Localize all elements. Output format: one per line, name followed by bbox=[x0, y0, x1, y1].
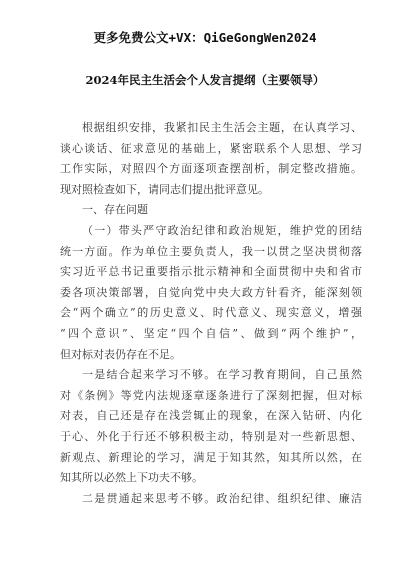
body-line: 知其所以必然上下功夫不够。 bbox=[60, 471, 203, 485]
body-line: 统一方面。作为单位主要负责人，我一以贯之坚决贯彻落 bbox=[60, 244, 362, 258]
body-line: 但对标对表仍存在不足。 bbox=[60, 347, 181, 361]
body-line: 对表，自己还是存在浅尝辄止的现象，在深入钻研、内化 bbox=[60, 409, 362, 423]
promo-header: 更多免费公文+VX：QiGeGongWen2024 bbox=[93, 30, 317, 45]
body-line: 于心、外化于行还不够积极主动，特别是对一些新思想、 bbox=[60, 429, 362, 443]
body-line: 根据组织安排，我紧扣民主生活会主题，在认真学习、 bbox=[82, 121, 362, 134]
document-title: 2024年民主生活会个人发言提纲（主要领导） bbox=[85, 73, 325, 87]
body-line: “四个意识”、坚定“四个自信”、做到“两个维护”， bbox=[60, 326, 362, 340]
body-line: 二是贯通起来思考不够。政治纪律、组织纪律、廉洁 bbox=[82, 491, 362, 505]
body-line: 一是结合起来学习不够。在学习教育期间，自己虽然 bbox=[82, 368, 362, 382]
body-line: 现对照检查如下，请同志们提出批评意见。 bbox=[60, 182, 269, 196]
body-line: 实习近平总书记重要指示批示精神和全面贯彻中央和省市 bbox=[60, 265, 362, 279]
document-body bbox=[60, 118, 362, 509]
body-line: 对《条例》等党内法规逐章逐条进行了深刻把握，但对标 bbox=[60, 388, 362, 402]
body-line: 会“两个确立”的历史意义、时代意义、现实意义，增强 bbox=[60, 306, 362, 320]
body-line: 新观点、新理论的学习，满足于知其然，知其所以然，在 bbox=[60, 450, 362, 464]
body-line: 委各项决策部署，自觉向党中央大政方针看齐，能深刻领 bbox=[60, 285, 362, 299]
body-line: （一）带头严守政治纪律和政治规矩，维护党的团结 bbox=[82, 223, 362, 237]
body-line: 一、存在问题 bbox=[82, 203, 148, 217]
body-line: 工作实际，对照四个方面逐项查摆剖析，制定整改措施。 bbox=[60, 162, 362, 176]
body-line: 谈心谈话、征求意见的基础上，紧密联系个人思想、学习 bbox=[60, 141, 362, 155]
